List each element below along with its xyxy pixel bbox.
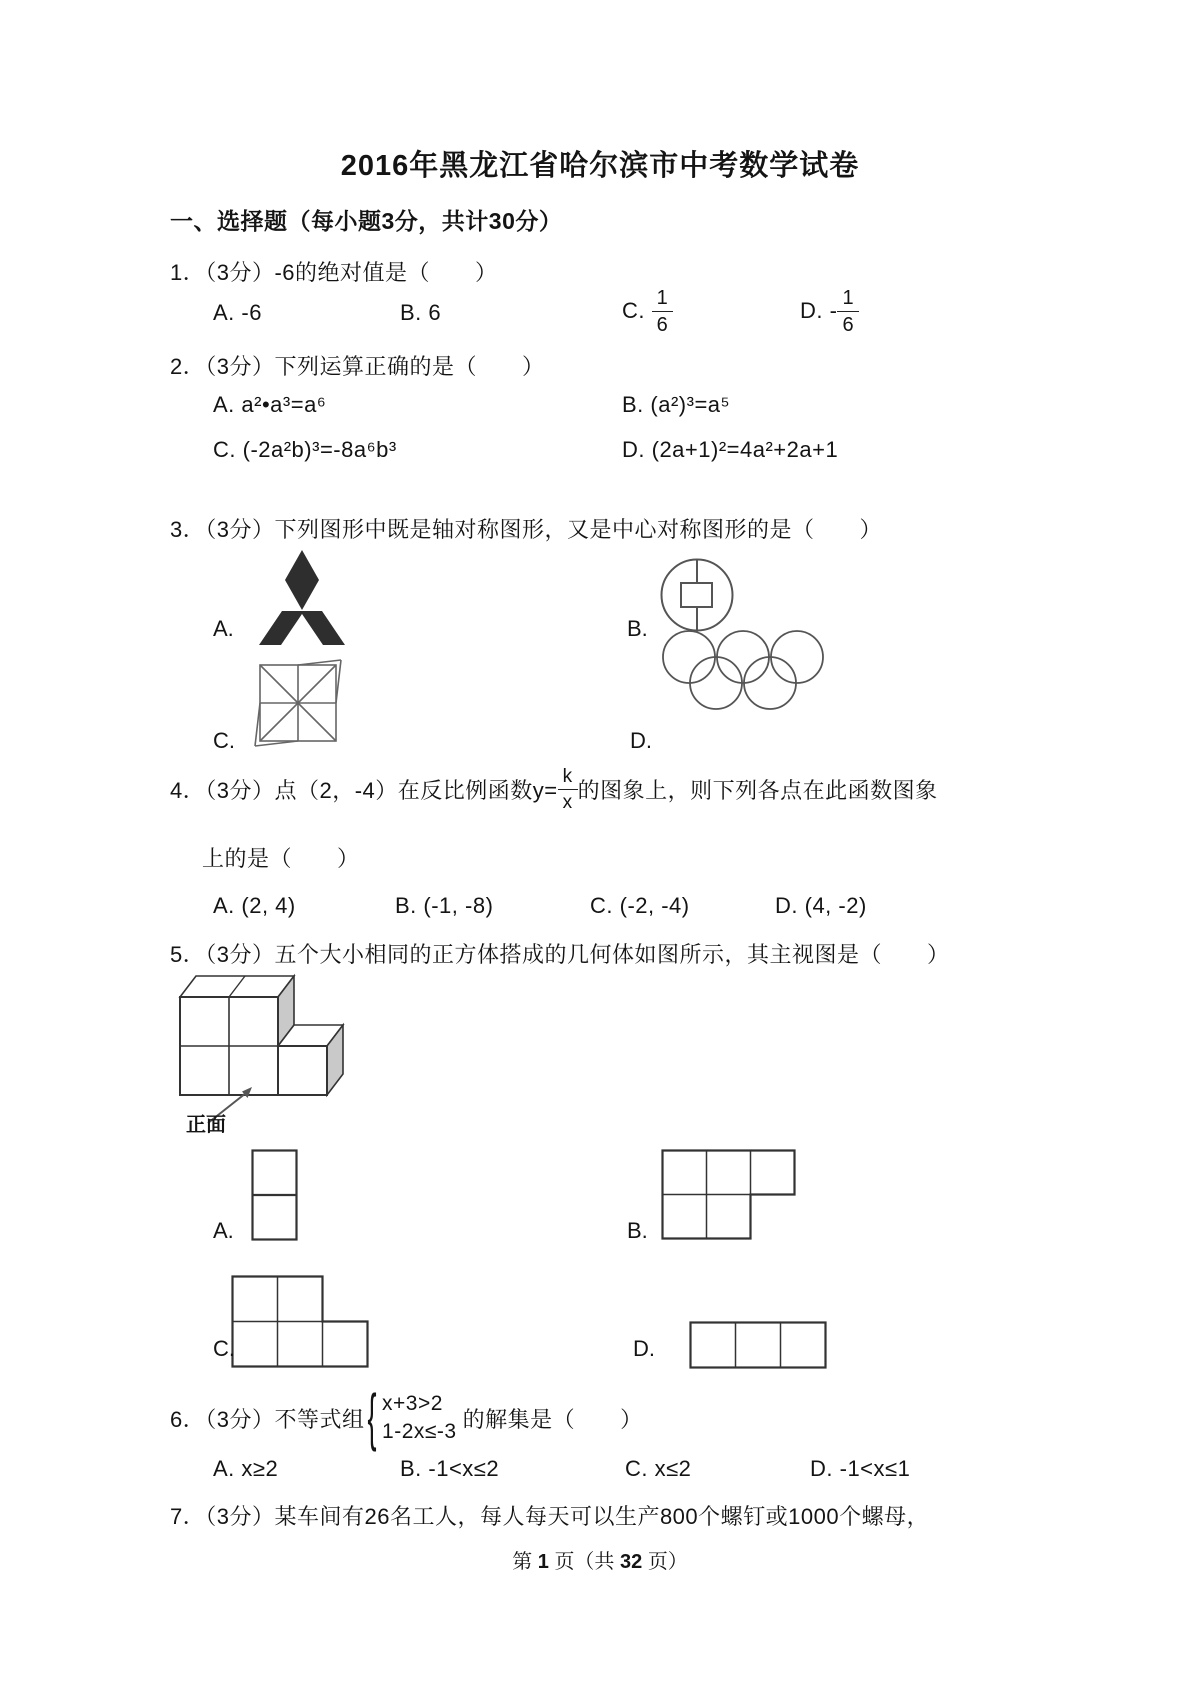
cube-stack-figure <box>178 953 370 1131</box>
question-3-stem: 3．（3分）下列图形中既是轴对称图形，又是中心对称图形的是（ ） <box>170 517 882 542</box>
q2-option-d: D. (2a+1)²=4a²+2a+1 <box>622 437 839 462</box>
footer-part3: 页） <box>647 1551 688 1573</box>
q5-option-a-figure <box>251 1149 298 1241</box>
fraction-denominator: 6 <box>656 313 669 336</box>
q4-option-c: C. (-2, -4) <box>590 893 690 918</box>
section-heading: 一、选择题（每小题3分，共计30分） <box>170 208 563 234</box>
q4-inline-fraction <box>558 767 578 812</box>
page-footer <box>170 1545 1030 1574</box>
pinwheel-figure <box>253 658 343 748</box>
question-1-stem: 1．（3分）-6的绝对值是（ ） <box>170 260 498 285</box>
q1-option-a: A. -6 <box>213 300 262 325</box>
q4-option-d: D. (4, -2) <box>775 893 867 918</box>
q4-stem-pre: 4．（3分）点（2，-4）在反比例函数y= <box>170 777 558 803</box>
q6-option-c: C. x≤2 <box>625 1456 692 1481</box>
q5-option-d-figure <box>689 1321 827 1369</box>
q5-option-c-figure <box>231 1275 369 1368</box>
fraction-numerator: k <box>558 767 578 790</box>
coin-with-square-hole-figure <box>659 556 735 634</box>
q1-option-d <box>800 283 859 339</box>
q4-option-b: B. (-1, -8) <box>395 893 494 918</box>
q3-option-d-label: D. <box>630 728 652 753</box>
q2-option-a: A. a²•a³=a⁶ <box>213 392 327 417</box>
footer-part2: 页（共 <box>554 1551 615 1573</box>
question-4-stem-line1 <box>170 762 938 816</box>
footer-part1: 第 <box>512 1551 533 1573</box>
q6-option-b: B. -1<x≤2 <box>400 1456 500 1481</box>
fraction-numerator: 1 <box>837 288 859 312</box>
q6-option-a: A. x≥2 <box>213 1456 279 1481</box>
q1-option-c-label: C. <box>622 298 645 323</box>
q5-option-b-label: B. <box>627 1218 648 1243</box>
q1-option-b: B. 6 <box>400 300 442 325</box>
system-brace: { <box>367 1381 378 1453</box>
page-title: 2016年黑龙江省哈尔滨市中考数学试卷 <box>340 150 860 182</box>
q3-option-b-label: B. <box>627 616 648 641</box>
inequality-bottom: 1-2x≤-3 <box>382 1420 457 1443</box>
inequality-system <box>382 1390 457 1446</box>
q1-option-c-fraction <box>652 288 674 335</box>
q5-option-d-label: D. <box>633 1336 655 1361</box>
q3-option-c-label: C. <box>213 728 235 753</box>
fraction-denominator: x <box>562 791 573 813</box>
q2-option-b: B. (a²)³=a⁵ <box>622 392 731 417</box>
five-overlapping-rings-figure <box>658 626 828 716</box>
inequality-top: x+3>2 <box>382 1392 443 1415</box>
q1-option-d-label: D. <box>800 298 823 323</box>
fraction-numerator: 1 <box>652 288 674 312</box>
q2-option-c: C. (-2a²b)³=-8a⁶b³ <box>213 437 397 462</box>
footer-page-number: 1 <box>537 1551 549 1573</box>
question-5-stem: 5．（3分）五个大小相同的正方体搭成的几何体如图所示，其主视图是（ ） <box>170 942 950 967</box>
q1-option-c <box>622 283 673 339</box>
q4-stem-post: 的图象上，则下列各点在此函数图象 <box>577 777 938 803</box>
question-6-stem <box>170 1381 643 1453</box>
q6-stem-post: 的解集是（ ） <box>462 1406 643 1432</box>
q3-option-a-label: A. <box>213 616 234 641</box>
q5-option-a-label: A. <box>213 1218 234 1243</box>
question-2-stem: 2．（3分）下列运算正确的是（ ） <box>170 354 545 379</box>
q1-option-d-fraction <box>837 288 859 335</box>
q5-option-c-label: C. <box>213 1336 235 1361</box>
q6-option-d: D. -1<x≤1 <box>810 1456 911 1481</box>
q4-option-a: A. (2, 4) <box>213 893 296 918</box>
q1-option-d-minus: - <box>829 298 838 323</box>
fraction-denominator: 6 <box>842 313 855 336</box>
question-4-stem-line2: 上的是（ ） <box>202 846 360 871</box>
question-7-stem: 7．（3分）某车间有26名工人，每人每天可以生产800个螺钉或1000个螺母， <box>170 1504 930 1529</box>
three-rhombus-emblem-figure <box>258 549 346 649</box>
q5-option-b-figure <box>661 1149 796 1240</box>
footer-total-pages: 32 <box>620 1551 643 1573</box>
q6-stem-pre: 6．（3分）不等式组 <box>170 1406 365 1432</box>
cube-front-label: 正面 <box>186 1114 226 1136</box>
